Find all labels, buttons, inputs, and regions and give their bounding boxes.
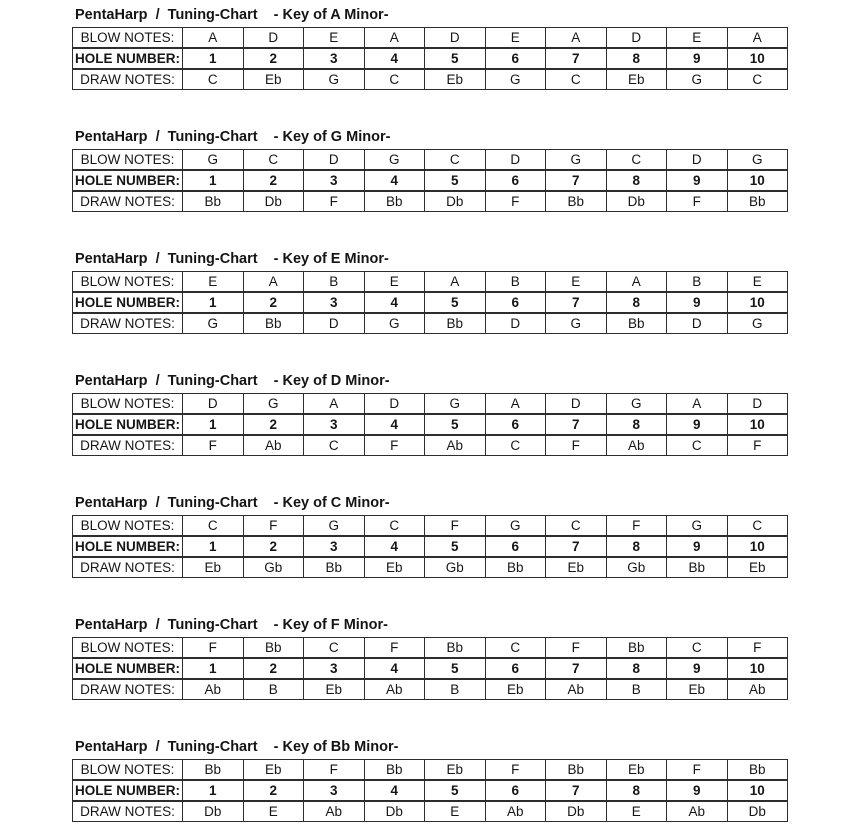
draw-note-cell: G	[364, 313, 425, 334]
hole-number-cell: 2	[243, 658, 304, 679]
draw-note-cell: Eb	[243, 69, 304, 90]
hole-number-cell: 7	[546, 414, 607, 435]
hole-number-cell: 3	[304, 536, 365, 557]
hole-number-cell: 5	[425, 48, 486, 69]
chart-title-key: - Key of D Minor-	[273, 373, 390, 389]
draw-note-cell: F	[667, 191, 728, 212]
table-row	[73, 679, 788, 700]
chart-title-key: - Key of F Minor-	[273, 617, 388, 633]
hole-number-cell: 8	[606, 780, 667, 801]
blow-note-cell: C	[243, 150, 304, 171]
draw-note-cell: C	[183, 69, 244, 90]
draw-note-cell: Ab	[425, 435, 486, 456]
hole-number-cell: 6	[485, 292, 546, 313]
blow-note-cell: E	[485, 28, 546, 49]
draw-note-cell: Ab	[546, 679, 607, 700]
tuning-chart-block	[72, 252, 862, 334]
blow-note-cell: A	[546, 28, 607, 49]
table-row	[73, 435, 788, 456]
draw-note-cell: F	[364, 435, 425, 456]
draw-note-cell: B	[243, 679, 304, 700]
hole-number-cell: 2	[243, 536, 304, 557]
blow-note-cell: G	[183, 150, 244, 171]
draw-note-cell: Ab	[727, 679, 788, 700]
hole-number-cell: 3	[304, 780, 365, 801]
hole-number-cell: 3	[304, 414, 365, 435]
chart-title-key: - Key of Bb Minor-	[273, 739, 399, 755]
tuning-chart-block	[72, 740, 862, 822]
table-row	[73, 414, 788, 435]
blow-note-cell: Bb	[606, 638, 667, 659]
blow-note-cell: F	[425, 516, 486, 537]
blow-note-cell: B	[485, 272, 546, 293]
hole-row-label: HOLE NUMBER:	[73, 292, 183, 313]
draw-note-cell: Ab	[304, 801, 365, 822]
blow-note-cell: F	[304, 760, 365, 781]
draw-row-label: DRAW NOTES:	[73, 557, 183, 578]
tuning-chart-block	[72, 496, 862, 578]
blow-note-cell: Bb	[425, 638, 486, 659]
draw-note-cell: G	[667, 69, 728, 90]
blow-note-cell: G	[667, 516, 728, 537]
hole-number-cell: 7	[546, 170, 607, 191]
tuning-chart-block	[72, 8, 862, 90]
draw-note-cell: Eb	[304, 679, 365, 700]
hole-number-cell: 8	[606, 414, 667, 435]
draw-note-cell: Bb	[425, 313, 486, 334]
hole-number-cell: 1	[183, 292, 244, 313]
blow-row-label: BLOW NOTES:	[73, 150, 183, 171]
hole-number-cell: 2	[243, 170, 304, 191]
blow-note-cell: A	[667, 394, 728, 415]
blow-note-cell: Eb	[243, 760, 304, 781]
hole-row-label: HOLE NUMBER:	[73, 658, 183, 679]
chart-title-key: - Key of A Minor-	[273, 7, 389, 23]
draw-note-cell: Bb	[546, 191, 607, 212]
blow-note-cell: D	[364, 394, 425, 415]
blow-note-cell: D	[546, 394, 607, 415]
blow-note-cell: C	[546, 516, 607, 537]
chart-title	[75, 618, 862, 633]
hole-number-cell: 1	[183, 48, 244, 69]
blow-note-cell: A	[183, 28, 244, 49]
hole-number-cell: 7	[546, 536, 607, 557]
chart-title	[75, 252, 862, 267]
blow-note-cell: E	[183, 272, 244, 293]
chart-title-prefix: PentaHarp / Tuning-Chart	[75, 251, 258, 267]
blow-note-cell: F	[364, 638, 425, 659]
hole-number-cell: 9	[667, 414, 728, 435]
draw-note-cell: Eb	[667, 679, 728, 700]
blow-row-label: BLOW NOTES:	[73, 272, 183, 293]
hole-number-cell: 5	[425, 536, 486, 557]
blow-note-cell: C	[667, 638, 728, 659]
draw-note-cell: F	[304, 191, 365, 212]
blow-note-cell: F	[546, 638, 607, 659]
table-row	[73, 313, 788, 334]
table-row	[73, 638, 788, 659]
chart-title-key: - Key of E Minor-	[273, 251, 389, 267]
blow-note-cell: G	[364, 150, 425, 171]
hole-number-cell: 7	[546, 658, 607, 679]
tuning-table	[72, 515, 788, 578]
blow-note-cell: Bb	[243, 638, 304, 659]
hole-number-cell: 1	[183, 170, 244, 191]
tuning-table	[72, 637, 788, 700]
blow-note-cell: G	[243, 394, 304, 415]
table-row	[73, 69, 788, 90]
table-row	[73, 801, 788, 822]
hole-number-cell: 4	[364, 780, 425, 801]
hole-number-cell: 4	[364, 48, 425, 69]
draw-note-cell: G	[727, 313, 788, 334]
table-row	[73, 272, 788, 293]
hole-number-cell: 10	[727, 658, 788, 679]
blow-note-cell: C	[425, 150, 486, 171]
blow-note-cell: A	[606, 272, 667, 293]
blow-row-label: BLOW NOTES:	[73, 516, 183, 537]
hole-number-cell: 8	[606, 170, 667, 191]
blow-note-cell: D	[243, 28, 304, 49]
blow-note-cell: F	[243, 516, 304, 537]
hole-number-cell: 10	[727, 414, 788, 435]
draw-note-cell: F	[727, 435, 788, 456]
hole-number-cell: 8	[606, 292, 667, 313]
chart-title	[75, 740, 862, 755]
hole-number-cell: 8	[606, 658, 667, 679]
hole-number-cell: 10	[727, 48, 788, 69]
blow-note-cell: E	[667, 28, 728, 49]
blow-note-cell: D	[304, 150, 365, 171]
draw-note-cell: F	[183, 435, 244, 456]
draw-note-cell: Ab	[243, 435, 304, 456]
draw-note-cell: Ab	[364, 679, 425, 700]
chart-title-prefix: PentaHarp / Tuning-Chart	[75, 373, 258, 389]
hole-number-cell: 6	[485, 414, 546, 435]
hole-number-cell: 5	[425, 170, 486, 191]
draw-note-cell: F	[485, 191, 546, 212]
draw-note-cell: Db	[243, 191, 304, 212]
hole-number-cell: 10	[727, 780, 788, 801]
hole-number-cell: 9	[667, 170, 728, 191]
draw-note-cell: G	[485, 69, 546, 90]
blow-note-cell: Bb	[183, 760, 244, 781]
hole-number-cell: 2	[243, 292, 304, 313]
hole-number-cell: 4	[364, 170, 425, 191]
draw-note-cell: D	[304, 313, 365, 334]
draw-note-cell: Eb	[485, 679, 546, 700]
hole-number-cell: 3	[304, 170, 365, 191]
blow-note-cell: E	[364, 272, 425, 293]
draw-note-cell: G	[546, 313, 607, 334]
tuning-table	[72, 27, 788, 90]
blow-note-cell: A	[364, 28, 425, 49]
blow-note-cell: D	[606, 28, 667, 49]
draw-row-label: DRAW NOTES:	[73, 679, 183, 700]
hole-number-cell: 3	[304, 292, 365, 313]
blow-note-cell: G	[485, 516, 546, 537]
draw-note-cell: Eb	[364, 557, 425, 578]
draw-note-cell: Db	[425, 191, 486, 212]
hole-number-cell: 2	[243, 414, 304, 435]
blow-note-cell: E	[546, 272, 607, 293]
hole-number-cell: 3	[304, 658, 365, 679]
hole-row-label: HOLE NUMBER:	[73, 170, 183, 191]
blow-note-cell: F	[606, 516, 667, 537]
hole-number-cell: 6	[485, 170, 546, 191]
hole-number-cell: 5	[425, 414, 486, 435]
blow-note-cell: D	[727, 394, 788, 415]
hole-number-cell: 4	[364, 292, 425, 313]
blow-note-cell: C	[364, 516, 425, 537]
blow-note-cell: C	[727, 516, 788, 537]
blow-note-cell: G	[546, 150, 607, 171]
draw-note-cell: Db	[727, 801, 788, 822]
tuning-table	[72, 149, 788, 212]
draw-note-cell: Eb	[425, 69, 486, 90]
tuning-table	[72, 759, 788, 822]
chart-title-key: - Key of C Minor-	[273, 495, 390, 511]
draw-note-cell: C	[304, 435, 365, 456]
draw-note-cell: C	[485, 435, 546, 456]
hole-number-cell: 6	[485, 48, 546, 69]
blow-note-cell: Eb	[606, 760, 667, 781]
draw-note-cell: Db	[606, 191, 667, 212]
blow-note-cell: A	[485, 394, 546, 415]
draw-note-cell: C	[546, 69, 607, 90]
blow-note-cell: F	[183, 638, 244, 659]
table-row	[73, 557, 788, 578]
draw-note-cell: Eb	[183, 557, 244, 578]
blow-note-cell: D	[183, 394, 244, 415]
draw-note-cell: Eb	[546, 557, 607, 578]
hole-number-cell: 10	[727, 292, 788, 313]
draw-row-label: DRAW NOTES:	[73, 435, 183, 456]
draw-note-cell: G	[183, 313, 244, 334]
blow-note-cell: Bb	[727, 760, 788, 781]
table-row	[73, 292, 788, 313]
draw-note-cell: Bb	[304, 557, 365, 578]
draw-note-cell: E	[243, 801, 304, 822]
blow-note-cell: D	[425, 28, 486, 49]
table-row	[73, 760, 788, 781]
draw-note-cell: Bb	[183, 191, 244, 212]
table-row	[73, 658, 788, 679]
table-row	[73, 780, 788, 801]
hole-number-cell: 2	[243, 48, 304, 69]
chart-title	[75, 496, 862, 511]
draw-note-cell: B	[425, 679, 486, 700]
chart-title-prefix: PentaHarp / Tuning-Chart	[75, 129, 258, 145]
draw-note-cell: Gb	[243, 557, 304, 578]
hole-number-cell: 9	[667, 658, 728, 679]
blow-row-label: BLOW NOTES:	[73, 28, 183, 49]
hole-number-cell: 9	[667, 780, 728, 801]
blow-note-cell: A	[243, 272, 304, 293]
hole-number-cell: 7	[546, 292, 607, 313]
hole-number-cell: 3	[304, 48, 365, 69]
table-row	[73, 394, 788, 415]
blow-note-cell: A	[425, 272, 486, 293]
draw-note-cell: Bb	[606, 313, 667, 334]
chart-title	[75, 8, 862, 23]
blow-note-cell: D	[485, 150, 546, 171]
draw-note-cell: Ab	[667, 801, 728, 822]
hole-number-cell: 6	[485, 536, 546, 557]
draw-note-cell: Ab	[183, 679, 244, 700]
hole-number-cell: 1	[183, 658, 244, 679]
draw-note-cell: B	[606, 679, 667, 700]
draw-note-cell: E	[606, 801, 667, 822]
hole-number-cell: 8	[606, 536, 667, 557]
draw-row-label: DRAW NOTES:	[73, 69, 183, 90]
blow-note-cell: G	[425, 394, 486, 415]
blow-note-cell: Bb	[546, 760, 607, 781]
blow-note-cell: F	[667, 760, 728, 781]
draw-note-cell: E	[425, 801, 486, 822]
draw-note-cell: G	[304, 69, 365, 90]
table-row	[73, 170, 788, 191]
tuning-chart-block	[72, 130, 862, 212]
blow-note-cell: B	[304, 272, 365, 293]
hole-number-cell: 7	[546, 48, 607, 69]
hole-number-cell: 1	[183, 414, 244, 435]
blow-note-cell: G	[304, 516, 365, 537]
hole-number-cell: 8	[606, 48, 667, 69]
hole-row-label: HOLE NUMBER:	[73, 414, 183, 435]
draw-note-cell: Ab	[485, 801, 546, 822]
draw-note-cell: Eb	[727, 557, 788, 578]
blow-note-cell: E	[727, 272, 788, 293]
hole-number-cell: 1	[183, 536, 244, 557]
blow-note-cell: C	[485, 638, 546, 659]
blow-note-cell: Bb	[364, 760, 425, 781]
table-row	[73, 48, 788, 69]
draw-note-cell: F	[546, 435, 607, 456]
table-row	[73, 150, 788, 171]
hole-number-cell: 9	[667, 48, 728, 69]
blow-row-label: BLOW NOTES:	[73, 638, 183, 659]
chart-title-prefix: PentaHarp / Tuning-Chart	[75, 739, 258, 755]
draw-note-cell: Gb	[425, 557, 486, 578]
blow-note-cell: A	[727, 28, 788, 49]
blow-note-cell: C	[304, 638, 365, 659]
hole-number-cell: 5	[425, 780, 486, 801]
blow-note-cell: B	[667, 272, 728, 293]
draw-note-cell: Bb	[243, 313, 304, 334]
chart-title-prefix: PentaHarp / Tuning-Chart	[75, 495, 258, 511]
table-row	[73, 536, 788, 557]
draw-note-cell: Bb	[727, 191, 788, 212]
draw-note-cell: Bb	[485, 557, 546, 578]
blow-note-cell: G	[606, 394, 667, 415]
blow-row-label: BLOW NOTES:	[73, 394, 183, 415]
tuning-table	[72, 393, 788, 456]
blow-note-cell: C	[606, 150, 667, 171]
blow-note-cell: D	[667, 150, 728, 171]
draw-row-label: DRAW NOTES:	[73, 191, 183, 212]
chart-title	[75, 374, 862, 389]
chart-title-prefix: PentaHarp / Tuning-Chart	[75, 7, 258, 23]
draw-note-cell: Bb	[364, 191, 425, 212]
blow-note-cell: A	[304, 394, 365, 415]
hole-number-cell: 6	[485, 658, 546, 679]
chart-title-key: - Key of G Minor-	[273, 129, 391, 145]
table-row	[73, 191, 788, 212]
hole-number-cell: 9	[667, 292, 728, 313]
tuning-table	[72, 271, 788, 334]
blow-note-cell: Eb	[425, 760, 486, 781]
draw-note-cell: Db	[183, 801, 244, 822]
chart-title	[75, 130, 862, 145]
hole-number-cell: 4	[364, 414, 425, 435]
hole-number-cell: 6	[485, 780, 546, 801]
hole-number-cell: 2	[243, 780, 304, 801]
draw-row-label: DRAW NOTES:	[73, 313, 183, 334]
draw-note-cell: Ab	[606, 435, 667, 456]
draw-note-cell: Eb	[606, 69, 667, 90]
hole-number-cell: 4	[364, 536, 425, 557]
hole-number-cell: 7	[546, 780, 607, 801]
hole-number-cell: 5	[425, 658, 486, 679]
hole-number-cell: 4	[364, 658, 425, 679]
blow-row-label: BLOW NOTES:	[73, 760, 183, 781]
tuning-chart-block	[72, 618, 862, 700]
draw-note-cell: Gb	[606, 557, 667, 578]
draw-row-label: DRAW NOTES:	[73, 801, 183, 822]
tuning-chart-block	[72, 374, 862, 456]
draw-note-cell: D	[667, 313, 728, 334]
blow-note-cell: F	[485, 760, 546, 781]
blow-note-cell: E	[304, 28, 365, 49]
hole-number-cell: 10	[727, 170, 788, 191]
draw-note-cell: C	[364, 69, 425, 90]
table-row	[73, 516, 788, 537]
hole-row-label: HOLE NUMBER:	[73, 536, 183, 557]
hole-number-cell: 9	[667, 536, 728, 557]
hole-number-cell: 1	[183, 780, 244, 801]
draw-note-cell: C	[667, 435, 728, 456]
blow-note-cell: F	[727, 638, 788, 659]
hole-row-label: HOLE NUMBER:	[73, 780, 183, 801]
hole-number-cell: 10	[727, 536, 788, 557]
draw-note-cell: Db	[546, 801, 607, 822]
blow-note-cell: C	[183, 516, 244, 537]
table-row	[73, 28, 788, 49]
draw-note-cell: C	[727, 69, 788, 90]
hole-row-label: HOLE NUMBER:	[73, 48, 183, 69]
draw-note-cell: D	[485, 313, 546, 334]
blow-note-cell: G	[727, 150, 788, 171]
chart-title-prefix: PentaHarp / Tuning-Chart	[75, 617, 258, 633]
hole-number-cell: 5	[425, 292, 486, 313]
draw-note-cell: Bb	[667, 557, 728, 578]
draw-note-cell: Db	[364, 801, 425, 822]
